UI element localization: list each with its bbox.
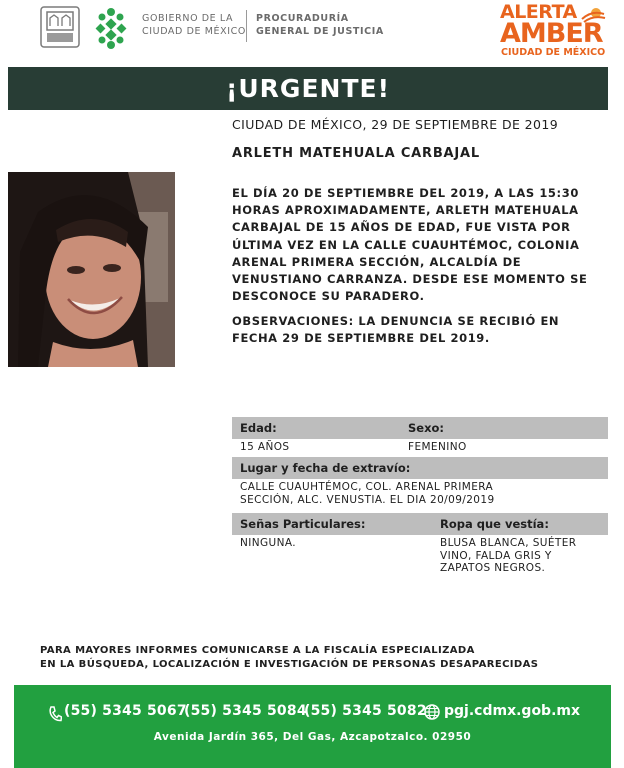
pgj-line-1: PROCURADURÍA <box>256 13 349 24</box>
agency-name <box>256 12 384 38</box>
phone-number-3[interactable]: (55) 5345 5082 <box>304 703 427 719</box>
phone-number-2[interactable]: (55) 5345 5084 <box>184 703 307 719</box>
clothing-value-line: BLUSA BLANCA, SUÉTER <box>440 537 577 549</box>
description-line: EL DÍA 20 DE SEPTIEMBRE DEL 2019, A LAS 15:30 <box>232 186 579 200</box>
gov-line-1: GOBIERNO DE LA <box>142 13 234 24</box>
place-value <box>240 481 495 506</box>
amber-line-1: ALERTA <box>500 1 577 23</box>
distinguishing-marks-value: NINGUNA. <box>240 537 297 549</box>
contact-info-line-2: EN LA BÚSQUEDA, LOCALIZACIÓN E INVESTIGACIÓN DE PERSONAS DESAPARECIDAS <box>40 659 539 670</box>
place-label: Lugar y fecha de extravío: <box>240 461 411 475</box>
sex-label: Sexo: <box>408 421 444 435</box>
observations <box>232 313 597 347</box>
header-divider <box>246 10 247 42</box>
description-line: VENUSTIANO CARRANZA. DESDE ESE MOMENTO SE <box>232 272 588 287</box>
clothing-value-line: VINO, FALDA GRIS Y <box>440 549 552 562</box>
urgent-title: ¡URGENTE! <box>225 74 390 103</box>
alert-date: CIUDAD DE MÉXICO, 29 DE SEPTIEMBRE DE 2019 <box>232 117 559 132</box>
clothing-label: Ropa que vestía: <box>440 517 549 531</box>
globe-icon <box>424 704 440 720</box>
observations-line: FECHA 29 DE SEPTIEMBRE DEL 2019. <box>232 331 490 346</box>
urgent-banner <box>8 67 608 110</box>
pgj-line-2: GENERAL DE JUSTICIA <box>256 26 384 37</box>
description-line: DESCONOCE SU PARADERO. <box>232 289 425 304</box>
office-address: Avenida Jardín 365, Del Gas, Azcapotzalco. 02950 <box>153 731 472 743</box>
place-value-line: CALLE CUAUHTÉMOC, COL. ARENAL PRIMERA <box>240 481 494 493</box>
amber-line-3: CIUDAD DE MÉXICO <box>501 47 606 58</box>
footer <box>14 685 611 768</box>
age-label: Edad: <box>240 421 277 435</box>
clothing-value <box>440 537 576 575</box>
phone-icon <box>48 706 62 722</box>
distinguishing-marks-label: Señas Particulares: <box>240 517 366 531</box>
age-sex-header-row <box>232 417 608 439</box>
header <box>0 0 624 64</box>
phone-number-1[interactable]: (55) 5345 5067 <box>64 703 187 719</box>
place-value-line: SECCIÓN, ALC. VENUSTIA. EL DIA 20/09/2019 <box>240 493 495 506</box>
cdmx-emblem-icon <box>90 6 132 50</box>
sex-value: FEMENINO <box>408 441 467 453</box>
alerta-amber-logo <box>500 2 610 64</box>
incident-description <box>232 185 597 305</box>
description-line: ARENAL PRIMERA SECCIÓN, ALCALDÍA DE <box>232 254 522 269</box>
marks-clothes-header-row <box>232 513 608 535</box>
description-line: HORAS APROXIMADAMENTE, ARLETH MATEHUALA <box>232 203 579 218</box>
amber-line-2: AMBER <box>500 18 603 49</box>
description-line: CARBAJAL DE 15 AÑOS DE EDAD, FUE VISTA POR <box>232 220 571 235</box>
observations-line: OBSERVACIONES: LA DENUNCIA SE RECIBIÓ EN <box>232 314 560 328</box>
age-value: 15 AÑOS <box>240 441 290 453</box>
government-name <box>142 12 246 38</box>
missing-person-photo <box>8 172 175 367</box>
description-line: ÚLTIMA VEZ EN LA CALLE CUAUHTÉMOC, COLONIA <box>232 237 580 252</box>
contact-info-line-1: PARA MAYORES INFORMES COMUNICARSE A LA FISCALÍA ESPECIALIZADA <box>40 645 475 656</box>
missing-person-name: ARLETH MATEHUALA CARBAJAL <box>232 146 480 161</box>
cdmx-shield-icon <box>40 6 80 48</box>
website-link[interactable]: pgj.cdmx.gob.mx <box>444 703 581 719</box>
clothing-value-line: ZAPATOS NEGROS. <box>440 562 546 574</box>
gov-line-2: CIUDAD DE MÉXICO <box>142 26 246 37</box>
place-header-row <box>232 457 608 479</box>
